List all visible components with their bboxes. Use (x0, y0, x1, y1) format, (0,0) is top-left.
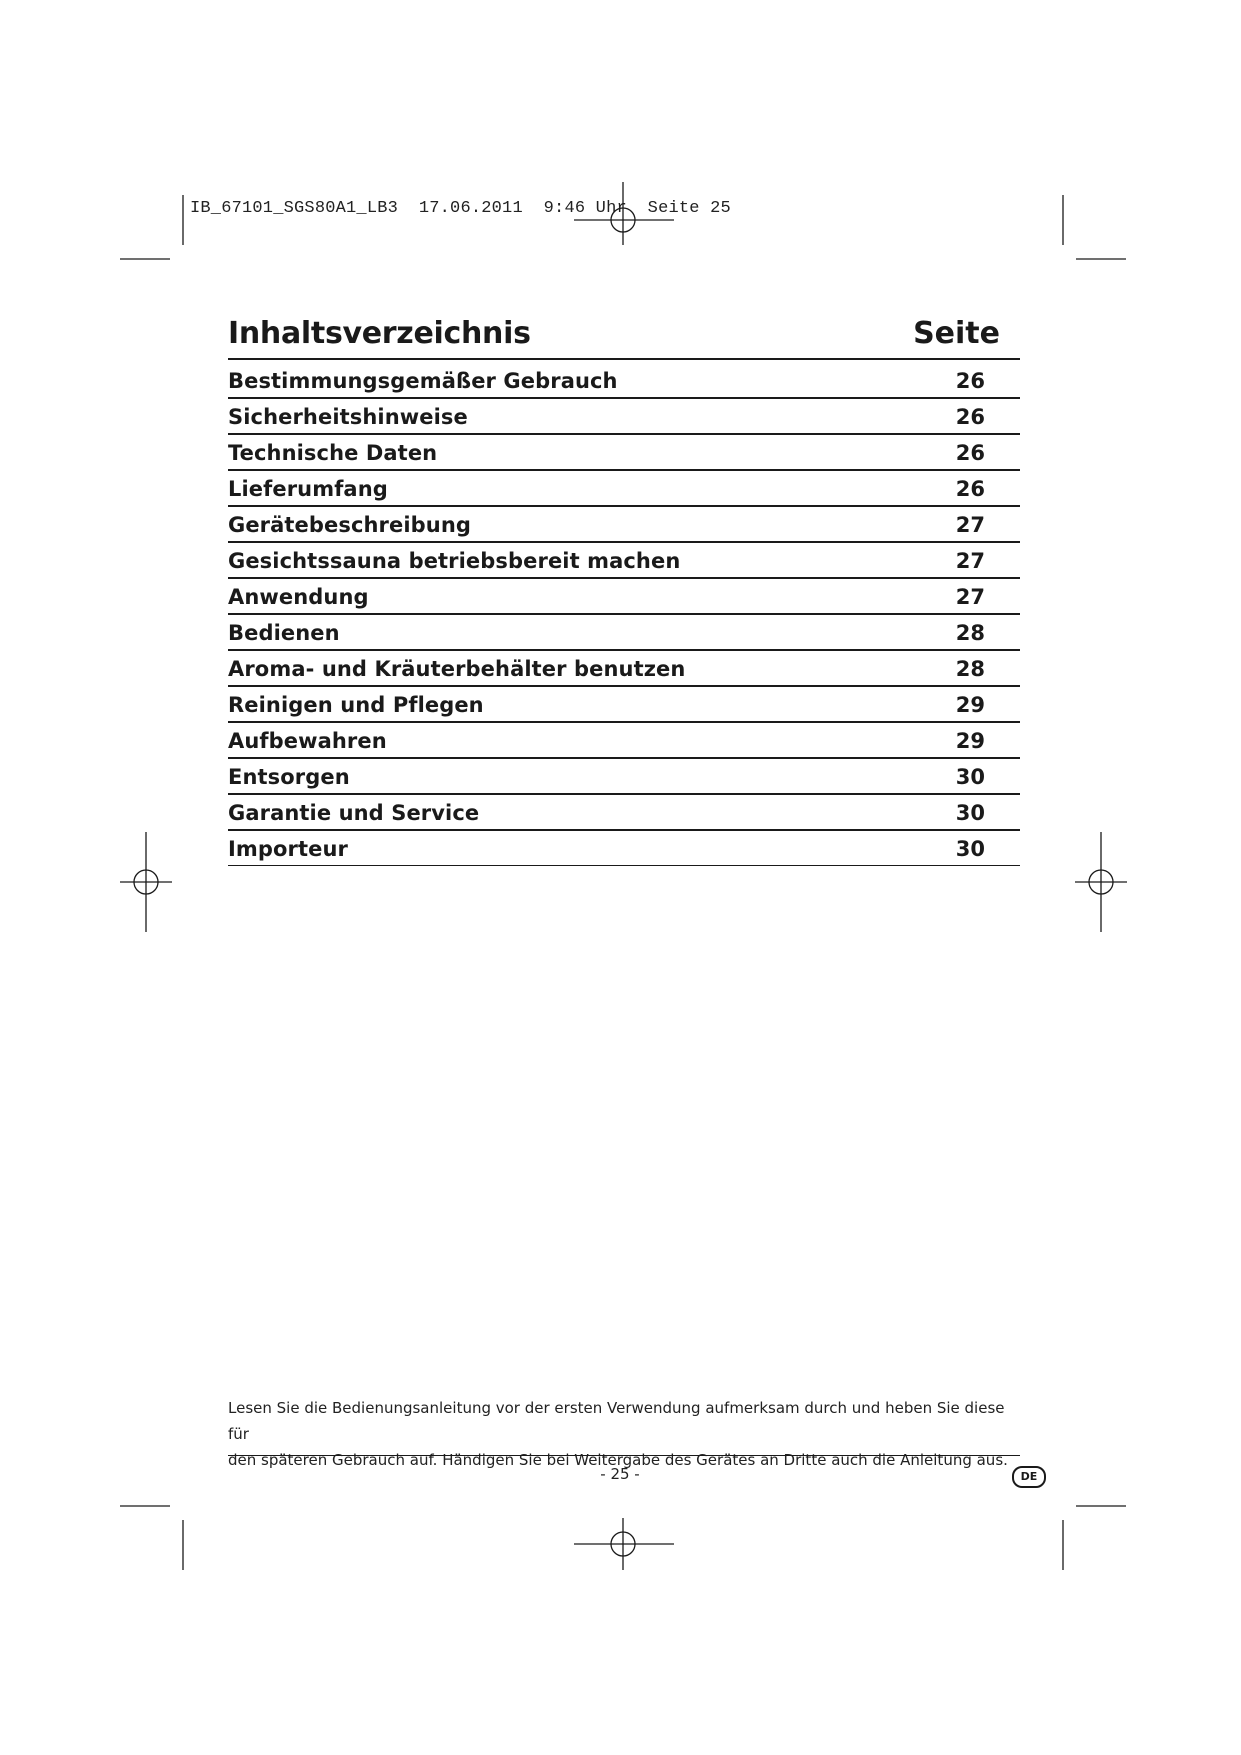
toc-list (228, 362, 1020, 866)
toc-entry-label: Gesichtssauna betriebsbereit machen (228, 549, 681, 573)
toc-entry-label: Bedienen (228, 621, 340, 645)
toc-entry-label: Anwendung (228, 585, 369, 609)
toc-entry-label: Technische Daten (228, 441, 438, 465)
toc-entry-label: Entsorgen (228, 765, 350, 789)
toc-entry (228, 614, 1020, 650)
toc-entry (228, 578, 1020, 614)
toc-entry (228, 434, 1020, 470)
toc-entry (228, 722, 1020, 758)
print-slug: IB_67101_SGS80A1_LB3 17.06.2011 9:46 Uhr Seite 25 (190, 199, 731, 218)
toc-entry-label: Importeur (228, 837, 348, 861)
toc-entry-label: Aufbewahren (228, 729, 387, 753)
toc-entry-label: Lieferumfang (228, 477, 388, 501)
toc-entry-label: Gerätebeschreibung (228, 513, 472, 537)
toc-entry (228, 398, 1020, 434)
toc-entry-label: Garantie und Service (228, 801, 480, 825)
toc-entry-label: Sicherheitshinweise (228, 405, 468, 429)
toc-entry-label: Reinigen und Pflegen (228, 693, 484, 717)
toc-entry-page: 30 (955, 837, 985, 861)
page-number: - 25 - (600, 1465, 640, 1483)
toc-header-rule (228, 358, 1020, 360)
toc-title: Inhaltsverzeichnis (228, 316, 531, 351)
toc-entry (228, 830, 1020, 866)
toc-entry (228, 686, 1020, 722)
toc-entry (228, 758, 1020, 794)
footer-note-line-2: den späteren Gebrauch auf. Händigen Sie bei Weitergabe des Gerätes an Dritte auch die Anleitung aus. (228, 1451, 1008, 1469)
toc-entry-label: Aroma- und Kräuterbehälter benutzen (228, 657, 686, 681)
toc-entry (228, 470, 1020, 506)
toc-entry-page: 26 (955, 441, 985, 465)
toc-entry (228, 542, 1020, 578)
toc-entry-page: 27 (955, 549, 985, 573)
footer-note-line-1: Lesen Sie die Bedienungsanleitung vor der ersten Verwendung aufmerksam durch und heben Sie diese für (228, 1399, 1005, 1443)
toc-entry-page: 28 (955, 657, 985, 681)
toc-entry-page: 27 (955, 513, 985, 537)
toc-entry-page: 30 (955, 801, 985, 825)
toc-entry-page: 29 (955, 729, 985, 753)
toc-entry (228, 506, 1020, 542)
language-badge: DE (1012, 1466, 1046, 1488)
toc-entry-page: 30 (955, 765, 985, 789)
footer-rule (228, 1455, 1020, 1456)
toc-entry-page: 27 (955, 585, 985, 609)
toc-entry-page: 26 (955, 477, 985, 501)
toc-entry-label: Bestimmungsgemäßer Gebrauch (228, 369, 618, 393)
toc-header (228, 316, 1000, 358)
toc-entry-page: 28 (955, 621, 985, 645)
toc-entry-page: 29 (955, 693, 985, 717)
toc-entry-page: 26 (955, 369, 985, 393)
toc-entry (228, 794, 1020, 830)
toc-entry (228, 650, 1020, 686)
toc-entry-page: 26 (955, 405, 985, 429)
footer-note (228, 1395, 1018, 1473)
toc-page-heading: Seite (913, 316, 1000, 351)
toc-entry (228, 362, 1020, 398)
